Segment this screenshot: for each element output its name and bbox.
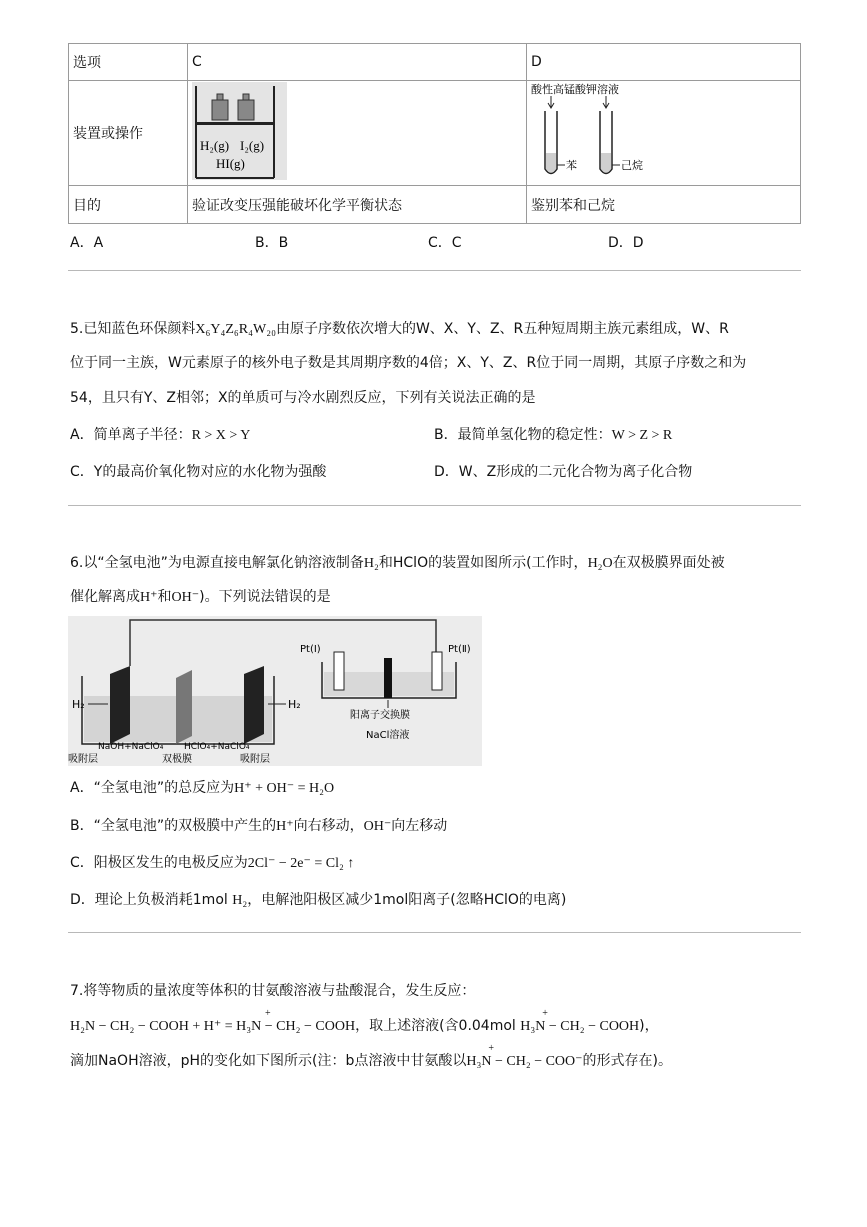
solution-right-label: HClO₄+NaClO₄: [184, 742, 250, 752]
options-table: [68, 43, 801, 224]
q5-option-a[interactable]: [70, 424, 250, 444]
formula: OH⁻: [171, 590, 200, 605]
reagent-label: 酸性高锰酸钾溶液: [531, 83, 619, 96]
option-text: A．“全氢电池”的总反应为: [70, 780, 235, 796]
reaction-equation: [70, 1008, 356, 1034]
q5-line-3: 54，且只有Y、Z相邻；X的单质可与冷水剧烈反应，下列有关说法正确的是: [70, 390, 536, 406]
q7-line-2: [70, 1008, 659, 1035]
q7-text: ，取上述溶液(含0.04mol: [355, 1018, 521, 1034]
choice-b[interactable]: B．B: [255, 235, 289, 251]
glycine-zwitterion: [466, 1043, 583, 1069]
q5-option-d[interactable]: D．W、Z形成的二元化合物为离子化合物: [434, 464, 693, 480]
divider: [68, 505, 801, 506]
option-text: ，电解池阳极区减少1mol阳离子(忽略HClO的电离): [247, 892, 567, 908]
nacl-solution-label: NaCl溶液: [366, 730, 410, 741]
adsorption-layer-left: 吸附层: [68, 754, 98, 765]
q6-option-b[interactable]: [70, 815, 447, 835]
i2-label: I₂(g): [240, 138, 265, 153]
pressure-vessel-figure: [192, 82, 287, 180]
formula: H₂N − CH₂ − COOH + H⁺ = H₃N − CH₂ − COOH: [70, 1019, 356, 1034]
formula: H₂: [363, 556, 379, 571]
choice-c[interactable]: C．C: [428, 235, 462, 251]
q6-line-1: [70, 552, 725, 572]
cation-membrane-label: 阳离子交换膜: [350, 710, 410, 721]
q4-choices: [70, 232, 790, 252]
q5-line-2: 位于同一主族，W元素原子的核外电子数是其周期序数的4倍；X、Y、Z、R位于同一周期，其原子序数之和为: [70, 355, 747, 371]
bipolar-membrane-label: 双极膜: [162, 754, 192, 765]
q6-text: 在双极膜界面处被: [612, 555, 725, 571]
option-text: 向右移动，: [293, 818, 364, 834]
h2-in-label: H₂: [72, 698, 85, 711]
pt1-label: Pt(Ⅰ): [300, 644, 321, 655]
q6-option-d[interactable]: [70, 889, 566, 909]
adsorption-layer-right: 吸附层: [240, 754, 270, 765]
q5-text: 由原子序数依次增大的W、X、Y、Z、R五种短周期主族元素组成，W、R: [275, 321, 729, 337]
formula: OH⁻: [363, 819, 392, 834]
divider: [68, 932, 801, 933]
option-math: H⁺ + OH⁻ = H₂O: [234, 781, 335, 796]
q7-text: 滴加NaOH溶液，pH的变化如下图所示(注：b点溶液中甘氨酸以: [70, 1053, 467, 1069]
formula: H₂: [232, 893, 248, 908]
pigment-formula: X₆Y₄Z₆R₄W₂₀: [195, 322, 276, 337]
option-math: 2Cl⁻ − 2e⁻ = Cl₂ ↑: [247, 856, 355, 871]
option-text: B．最简单氢化物的稳定性：: [434, 427, 612, 443]
formula: H₃N − CH₂ − COO⁻: [466, 1054, 583, 1069]
table-cell: 验证改变压强能破坏化学平衡状态: [188, 186, 527, 224]
benzene-label: 苯: [566, 159, 577, 172]
figure-c-cell: [188, 81, 527, 186]
table-cell: 鉴别苯和己烷: [527, 186, 801, 224]
formula: H₃N − CH₂ − COOH: [520, 1019, 640, 1034]
q6-option-a[interactable]: [70, 777, 334, 797]
option-text: A．简单离子半径：: [70, 427, 192, 443]
charge-mark: +: [542, 1008, 548, 1019]
option-text: 向左移动: [391, 818, 448, 834]
charge-mark: +: [265, 1008, 271, 1019]
electrolysis-apparatus-figure: [68, 616, 482, 766]
table-cell: C: [188, 44, 527, 81]
q6-text: 和HClO的装置如图所示(工作时，: [378, 555, 588, 571]
choice-a[interactable]: A．A: [70, 235, 104, 251]
option-math: R > X > Y: [191, 428, 251, 443]
table-cell: 目的: [69, 186, 188, 224]
test-tubes-figure: [531, 81, 671, 181]
figure-d-cell: [527, 81, 801, 186]
q6-text: )。下列说法错误的是: [199, 589, 331, 605]
q6-text: 6.以“全氢电池”为电源直接电解氯化钠溶液制备: [70, 555, 364, 571]
formula: H₂O: [587, 556, 613, 571]
h2-label: H₂(g): [200, 138, 230, 153]
option-text: B．“全氢电池”的双极膜中产生的: [70, 818, 277, 834]
formula: H⁺: [276, 819, 294, 834]
h2-out-label: H₂: [288, 698, 301, 711]
q5-option-c[interactable]: C．Y的最高价氧化物对应的水化物为强酸: [70, 464, 327, 480]
q6-text: 和: [157, 589, 172, 605]
option-math: W > Z > R: [611, 428, 673, 443]
q6-line-2: [70, 586, 331, 606]
solution-left-label: NaOH+NaClO₄: [98, 742, 164, 752]
charge-mark: +: [488, 1043, 495, 1054]
option-text: D．理论上负极消耗1mol: [70, 892, 233, 908]
q6-text: 催化解离成: [70, 589, 140, 605]
formula: H⁺: [140, 590, 158, 605]
hexane-label: 己烷: [621, 159, 643, 172]
q7-line-3: [70, 1043, 673, 1070]
q7-text: )，: [639, 1018, 659, 1034]
q6-option-c[interactable]: [70, 852, 354, 872]
divider: [68, 270, 801, 271]
q7-text: 的形式存在)。: [582, 1053, 673, 1069]
glycine-cation: [520, 1008, 640, 1034]
table-cell: 选项: [69, 44, 188, 81]
q7-line-1: 7.将等物质的量浓度等体积的甘氨酸溶液与盐酸混合，发生反应：: [70, 983, 476, 999]
option-text: C．阳极区发生的电极反应为: [70, 855, 248, 871]
table-cell: 装置或操作: [69, 81, 188, 186]
hi-label: HI(g): [216, 156, 245, 171]
choice-d[interactable]: D．D: [608, 235, 644, 251]
pt2-label: Pt(Ⅱ): [448, 644, 471, 655]
table-cell: D: [527, 44, 801, 81]
q5-option-b[interactable]: [434, 424, 672, 444]
q5-line-1: [70, 318, 729, 338]
q5-text: 5.已知蓝色环保颜料: [70, 321, 196, 337]
